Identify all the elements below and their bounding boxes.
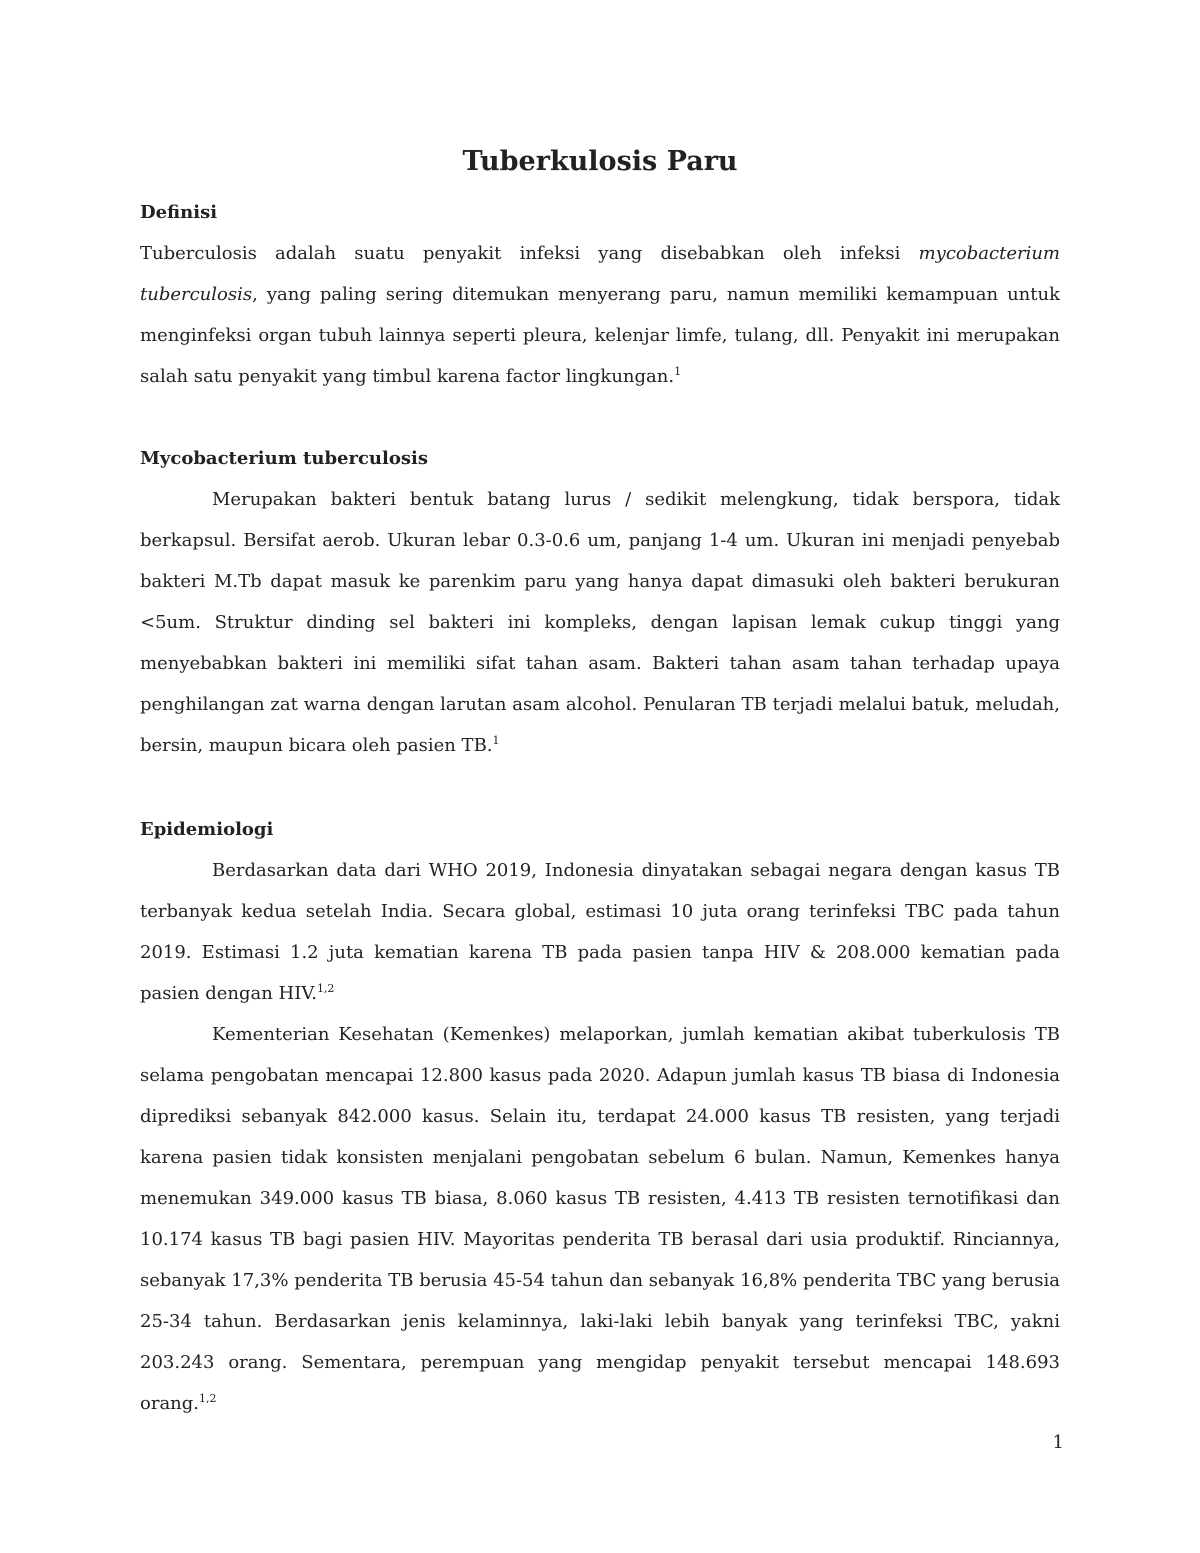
page-number: 1 xyxy=(1052,1432,1064,1453)
paragraph-epidemiologi-1 xyxy=(140,850,1060,1014)
section-spacer xyxy=(140,766,1060,809)
paragraph-definisi xyxy=(140,233,1060,397)
section-heading-mycobacterium: Mycobacterium tuberculosis xyxy=(140,448,428,469)
page-content xyxy=(140,140,1060,1424)
paragraph-text: Merupakan bakteri bentuk batang lurus / sedikit melengkung, tidak berspora, tidak berkapsul. Bersifat aerob. Ukuran lebar 0.3-0.6 um, panjang 1-4 um. Ukuran ini menjadi penyebab bakteri M.Tb dapat masuk ke parenkim paru yang hanya dapat dimasuki oleh bakteri berukuran <5um. Struktur dinding sel bakteri ini kompleks, dengan lapisan lemak cukup tinggi yang menyebabkan bakteri ini memiliki sifat tahan asam. Bakteri tahan asam tahan terhadap upaya penghilangan zat warna dengan larutan asam alcohol. Penularan TB terjadi melalui batuk, meludah, bersin, maupun bicara oleh pasien TB. xyxy=(140,489,1060,756)
paragraph-mycobacterium xyxy=(140,479,1060,766)
italic-term: mycobacterium tuberculosis xyxy=(140,243,1060,305)
paragraph-text: , yang paling sering ditemukan menyerang paru, namun memiliki kemampuan untuk menginfeksi organ tubuh lainnya seperti pleura, kelenjar limfe, tulang, dll. Penyakit ini merupakan salah satu penyakit yang timbul karena factor lingkungan. xyxy=(140,284,1060,387)
section-spacer xyxy=(140,397,1060,438)
citation-reference: 1,2 xyxy=(199,1392,217,1405)
citation-reference: 1 xyxy=(674,365,682,378)
section-heading-epidemiologi: Epidemiologi xyxy=(140,819,274,840)
paragraph-text: Tuberculosis adalah suatu penyakit infeksi yang disebabkan oleh infeksi xyxy=(140,243,919,264)
paragraph-text: Berdasarkan data dari WHO 2019, Indonesia dinyatakan sebagai negara dengan kasus TB terbanyak kedua setelah India. Secara global, estimasi 10 juta orang terinfeksi TBC pada tahun 2019. Estimasi 1.2 juta kematian karena TB pada pasien tanpa HIV & 208.000 kematian pada pasien dengan HIV. xyxy=(140,860,1060,1004)
paragraph-text: Kementerian Kesehatan (Kemenkes) melaporkan, jumlah kematian akibat tuberkulosis TB selama pengobatan mencapai 12.800 kasus pada 2020. Adapun jumlah kasus TB biasa di Indonesia diprediksi sebanyak 842.000 kasus. Selain itu, terdapat 24.000 kasus TB resisten, yang terjadi karena pasien tidak konsisten menjalani pengobatan sebelum 6 bulan. Namun, Kemenkes hanya menemukan 349.000 kasus TB biasa, 8.060 kasus TB resisten, 4.413 TB resisten ternotifikasi dan 10.174 kasus TB bagi pasien HIV. Mayoritas penderita TB berasal dari usia produktif. Rinciannya, sebanyak 17,3% penderita TB berusia 45-54 tahun dan sebanyak 16,8% penderita TBC yang berusia 25-34 tahun. Berdasarkan jenis kelaminnya, laki-laki lebih banyak yang terinfeksi TBC, yakni 203.243 orang. Sementara, perempuan yang mengidap penyakit tersebut mencapai 148.693 orang. xyxy=(140,1024,1060,1414)
paragraph-epidemiologi-2 xyxy=(140,1014,1060,1424)
citation-reference: 1,2 xyxy=(316,982,335,995)
page-title: Tuberkulosis Paru xyxy=(462,146,738,177)
section-heading-definisi: Definisi xyxy=(140,202,218,223)
citation-reference: 1 xyxy=(492,734,500,747)
